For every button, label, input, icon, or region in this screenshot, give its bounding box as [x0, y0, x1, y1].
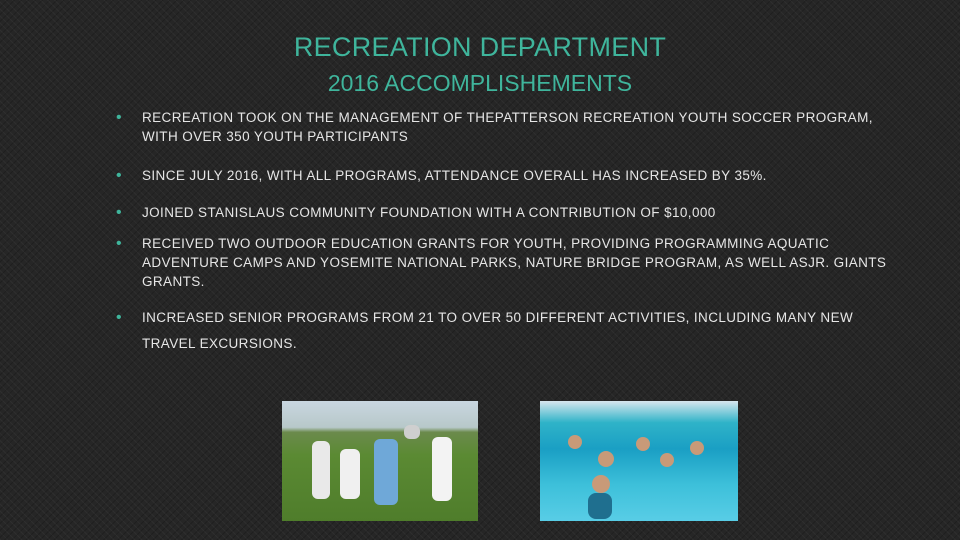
bullet-text: RECREATION TOOK ON THE MANAGEMENT OF THEPATTERSON RECREATION YOUTH SOCCER PROGRAM, WITH OVER 350 YOUTH PARTICIPANTS [142, 110, 873, 144]
bullet-icon: • [116, 309, 123, 326]
swimming-pool-photo [540, 401, 738, 521]
bullet-icon: • [116, 167, 123, 184]
list-item [116, 305, 896, 357]
slide-title: RECREATION DEPARTMENT [293, 32, 667, 62]
bullet-icon: • [116, 109, 123, 126]
bullet-icon: • [116, 204, 123, 221]
list-item [116, 203, 896, 222]
bullet-list [116, 108, 896, 357]
bullet-text: RECEIVED TWO OUTDOOR EDUCATION GRANTS FOR YOUTH, PROVIDING PROGRAMMING AQUATIC ADVENTURE CAMPS AND YOSEMITE NATIONAL PARKS, NATURE BRIDGE PROGRAM, AS WELL ASJR. GIANTS GRANTS. [142, 236, 887, 289]
bullet-text: JOINED STANISLAUS COMMUNITY FOUNDATION WITH A CONTRIBUTION OF $10,000 [142, 205, 716, 220]
list-item [116, 234, 896, 291]
bullet-icon: • [116, 235, 123, 252]
bullet-text: SINCE JULY 2016, WITH ALL PROGRAMS, ATTENDANCE OVERALL HAS INCREASED BY 35%. [142, 168, 767, 183]
list-item [116, 108, 896, 146]
soccer-kids-photo [282, 401, 478, 521]
slide-subtitle: 2016 ACCOMPLISHEMENTS [327, 70, 633, 96]
list-item [116, 166, 896, 185]
bullet-text: INCREASED SENIOR PROGRAMS FROM 21 TO OVER 50 DIFFERENT ACTIVITIES, INCLUDING MANY NEW TRAVEL EXCURSIONS. [142, 310, 854, 351]
